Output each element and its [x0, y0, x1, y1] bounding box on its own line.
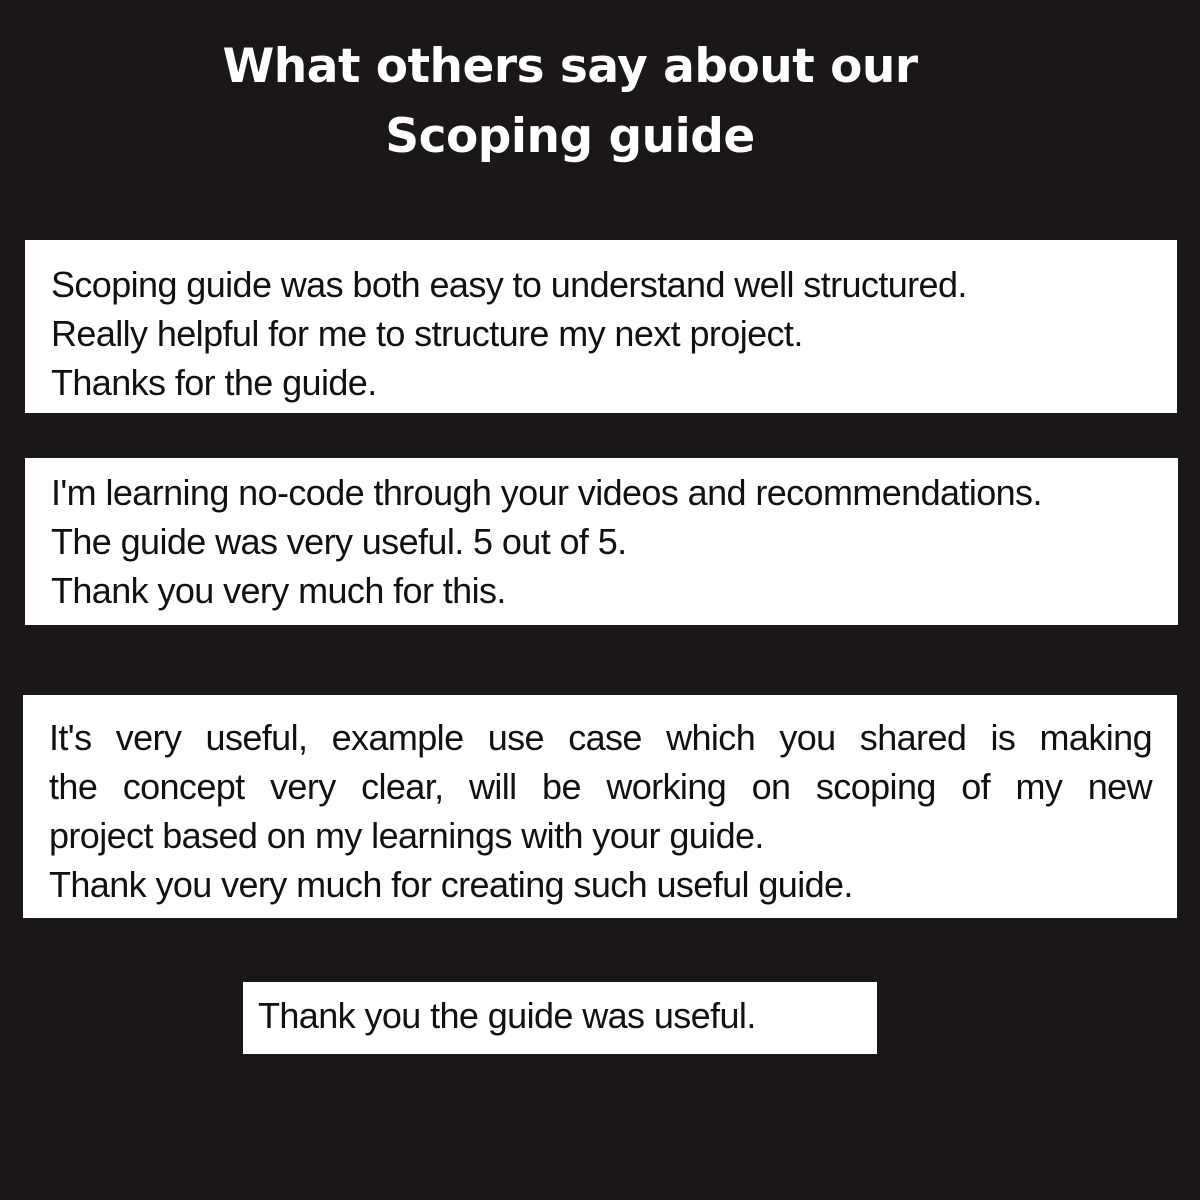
testimonial-text: Thank you very much for creating such useful guide. [49, 864, 853, 905]
testimonial-card-2 [25, 458, 1178, 625]
testimonial-text: the concept very clear, will be working on scoping of my new [49, 766, 1152, 807]
testimonial-text: Scoping guide was both easy to understand well structured. [51, 264, 967, 305]
testimonial-text: Thanks for the guide. [51, 362, 377, 403]
testimonial-text: Thank you very much for this. [51, 570, 506, 611]
testimonial-text: Really helpful for me to structure my next project. [51, 313, 803, 354]
page-title [0, 32, 1140, 172]
title-line-2: Scoping guide [385, 109, 755, 164]
testimonial-card-4 [243, 982, 877, 1054]
title-line-1: What others say about our [222, 39, 918, 94]
testimonial-card-1 [25, 240, 1177, 413]
testimonial-text: It's very useful, example use case which you shared is making [49, 717, 1152, 758]
testimonial-text: The guide was very useful. 5 out of 5. [51, 521, 627, 562]
testimonial-card-3 [23, 695, 1177, 918]
testimonial-text: Thank you the guide was useful. [258, 995, 756, 1036]
testimonial-text: I'm learning no-code through your videos and recommendations. [51, 472, 1042, 513]
testimonial-text: project based on my learnings with your guide. [49, 815, 764, 856]
